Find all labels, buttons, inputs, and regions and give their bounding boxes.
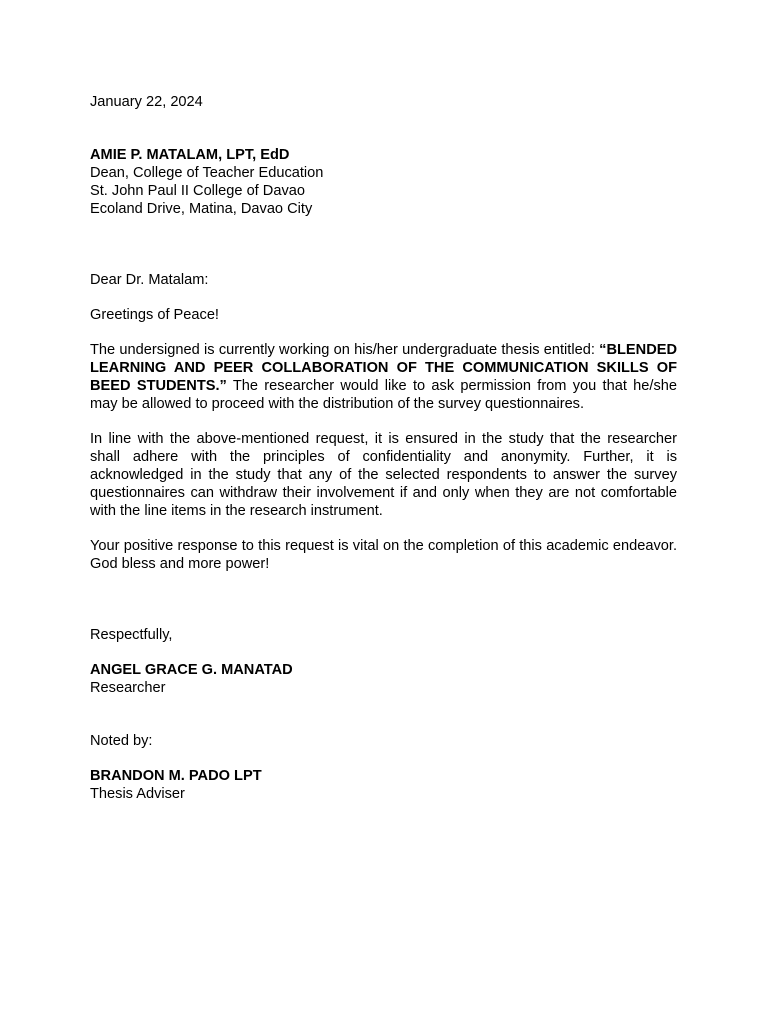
salutation-block bbox=[90, 271, 677, 289]
thesis-title: “BLENDED LEARNING AND PEER COLLABORATION OF THE COMMUNICATION SKILLS OF BEED STUDENTS.” bbox=[90, 342, 678, 394]
noted-by-label: Noted by: bbox=[90, 733, 153, 749]
adviser-signature-block bbox=[90, 767, 677, 803]
body-paragraph-request bbox=[90, 341, 677, 413]
adviser-name: BRANDON M. PADO LPT bbox=[90, 768, 262, 784]
recipient-address-line: Ecoland Drive, Matina, Davao City bbox=[90, 201, 313, 217]
letter-date: January 22, 2024 bbox=[90, 94, 203, 110]
recipient-institution: St. John Paul II College of Davao bbox=[90, 183, 305, 199]
request-details: The researcher would like to ask permission from you that he/she may be allowed to proceed with the distribution of the survey questionnaires. bbox=[90, 378, 677, 412]
body-paragraph-confidentiality: In line with the above-mentioned request, it is ensured in the study that the researcher shall adhere with the principles of confidentiality and anonymity. Further, it is acknowledged in the study that any of the selected respondents to answer the survey questionnaires can withdraw their involvement if and only when they are not comfortable with the line items in the research instrument. bbox=[90, 431, 677, 519]
recipient-address bbox=[90, 146, 677, 218]
greeting-block bbox=[90, 306, 677, 324]
noted-by-block bbox=[90, 732, 677, 750]
request-intro: The undersigned is currently working on his/her undergraduate thesis entitled: bbox=[90, 342, 595, 358]
letter-date-block bbox=[90, 93, 677, 111]
researcher-role: Researcher bbox=[90, 680, 166, 696]
adviser-role: Thesis Adviser bbox=[90, 786, 185, 802]
researcher-name: ANGEL GRACE G. MANATAD bbox=[90, 662, 293, 678]
greeting: Greetings of Peace! bbox=[90, 307, 219, 323]
closing: Respectfully, bbox=[90, 627, 173, 643]
closing-block bbox=[90, 626, 677, 644]
body-paragraph-closing: Your positive response to this request is vital on the completion of this academic endeavor. God bless and more power! bbox=[90, 538, 677, 572]
salutation: Dear Dr. Matalam: bbox=[90, 272, 209, 288]
recipient-name: AMIE P. MATALAM, LPT, EdD bbox=[90, 147, 290, 163]
researcher-signature-block bbox=[90, 661, 677, 697]
recipient-title: Dean, College of Teacher Education bbox=[90, 165, 324, 181]
letter-body bbox=[90, 93, 677, 803]
